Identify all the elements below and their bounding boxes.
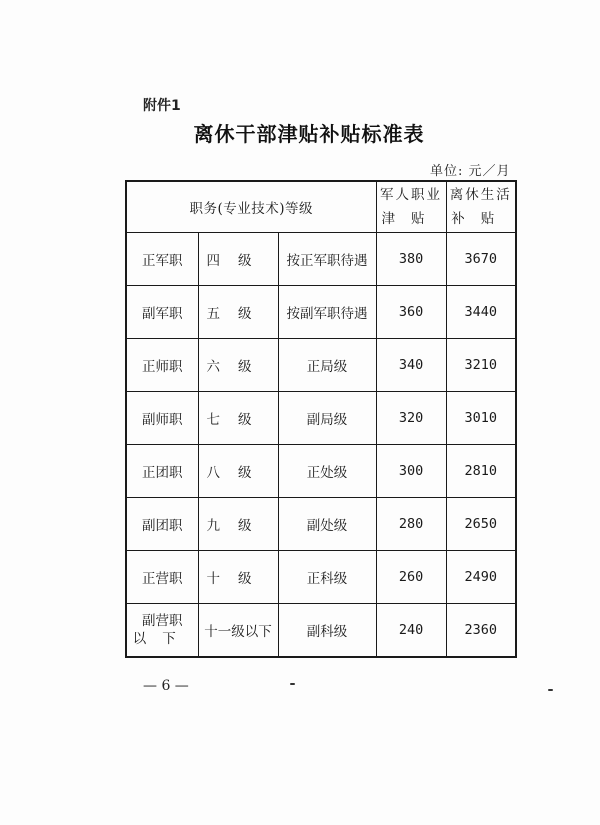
cell-level: 七级 <box>198 392 278 445</box>
cell-position: 正营职 <box>126 551 198 604</box>
cell-subsidy: 2810 <box>446 445 516 498</box>
cell-equivalent: 正局级 <box>278 339 376 392</box>
cell-equivalent: 正处级 <box>278 445 376 498</box>
table-row <box>126 286 516 339</box>
scan-speck <box>548 689 553 691</box>
cell-allowance: 320 <box>376 392 446 445</box>
cell-position: 副师职 <box>126 392 198 445</box>
cell-equivalent: 副局级 <box>278 392 376 445</box>
cell-subsidy: 3210 <box>446 339 516 392</box>
cell-allowance: 360 <box>376 286 446 339</box>
cell-subsidy: 3010 <box>446 392 516 445</box>
header-military-allowance-line2: 津贴 <box>381 211 441 227</box>
cell-level: 十一级以下 <box>198 604 278 658</box>
cell-allowance: 300 <box>376 445 446 498</box>
cell-position-line1: 副营职 <box>142 613 183 629</box>
cell-position <box>126 604 198 658</box>
table-row <box>126 392 516 445</box>
cell-subsidy: 3670 <box>446 233 516 286</box>
cell-allowance: 240 <box>376 604 446 658</box>
header-position-level: 职务(专业技术)等级 <box>126 181 376 233</box>
header-retirement-subsidy <box>446 181 516 233</box>
table-row <box>126 551 516 604</box>
cell-subsidy: 3440 <box>446 286 516 339</box>
table-row <box>126 445 516 498</box>
header-retirement-subsidy-line1: 离休生活 <box>449 187 512 203</box>
cell-allowance: 380 <box>376 233 446 286</box>
cell-position: 正师职 <box>126 339 198 392</box>
cell-allowance: 280 <box>376 498 446 551</box>
page-number: — 6 — <box>143 678 189 694</box>
header-retirement-subsidy-line2: 补贴 <box>451 211 511 227</box>
cell-equivalent: 正科级 <box>278 551 376 604</box>
table-header-row <box>126 181 516 233</box>
cell-level: 五级 <box>198 286 278 339</box>
allowance-standard-table <box>125 180 517 658</box>
table-row <box>126 498 516 551</box>
cell-position: 正军职 <box>126 233 198 286</box>
cell-position: 副军职 <box>126 286 198 339</box>
cell-position-line2: 以下 <box>132 631 192 647</box>
cell-equivalent: 按副军职待遇 <box>278 286 376 339</box>
document-title: 离休干部津贴补贴标准表 <box>193 122 425 146</box>
cell-level: 十级 <box>198 551 278 604</box>
cell-equivalent: 副科级 <box>278 604 376 658</box>
unit-label: 单位: 元／月 <box>430 164 511 179</box>
cell-subsidy: 2360 <box>446 604 516 658</box>
cell-level: 四级 <box>198 233 278 286</box>
table-row <box>126 339 516 392</box>
cell-level: 六级 <box>198 339 278 392</box>
cell-position: 副团职 <box>126 498 198 551</box>
table-row <box>126 604 516 658</box>
header-military-allowance <box>376 181 446 233</box>
table-row <box>126 233 516 286</box>
cell-subsidy: 2650 <box>446 498 516 551</box>
cell-position: 正团职 <box>126 445 198 498</box>
scan-speck <box>290 683 295 685</box>
cell-level: 八级 <box>198 445 278 498</box>
cell-equivalent: 按正军职待遇 <box>278 233 376 286</box>
cell-equivalent: 副处级 <box>278 498 376 551</box>
attachment-label: 附件1 <box>143 98 181 114</box>
cell-allowance: 260 <box>376 551 446 604</box>
header-military-allowance-line1: 军人职业 <box>380 187 443 203</box>
cell-level: 九级 <box>198 498 278 551</box>
cell-subsidy: 2490 <box>446 551 516 604</box>
cell-allowance: 340 <box>376 339 446 392</box>
